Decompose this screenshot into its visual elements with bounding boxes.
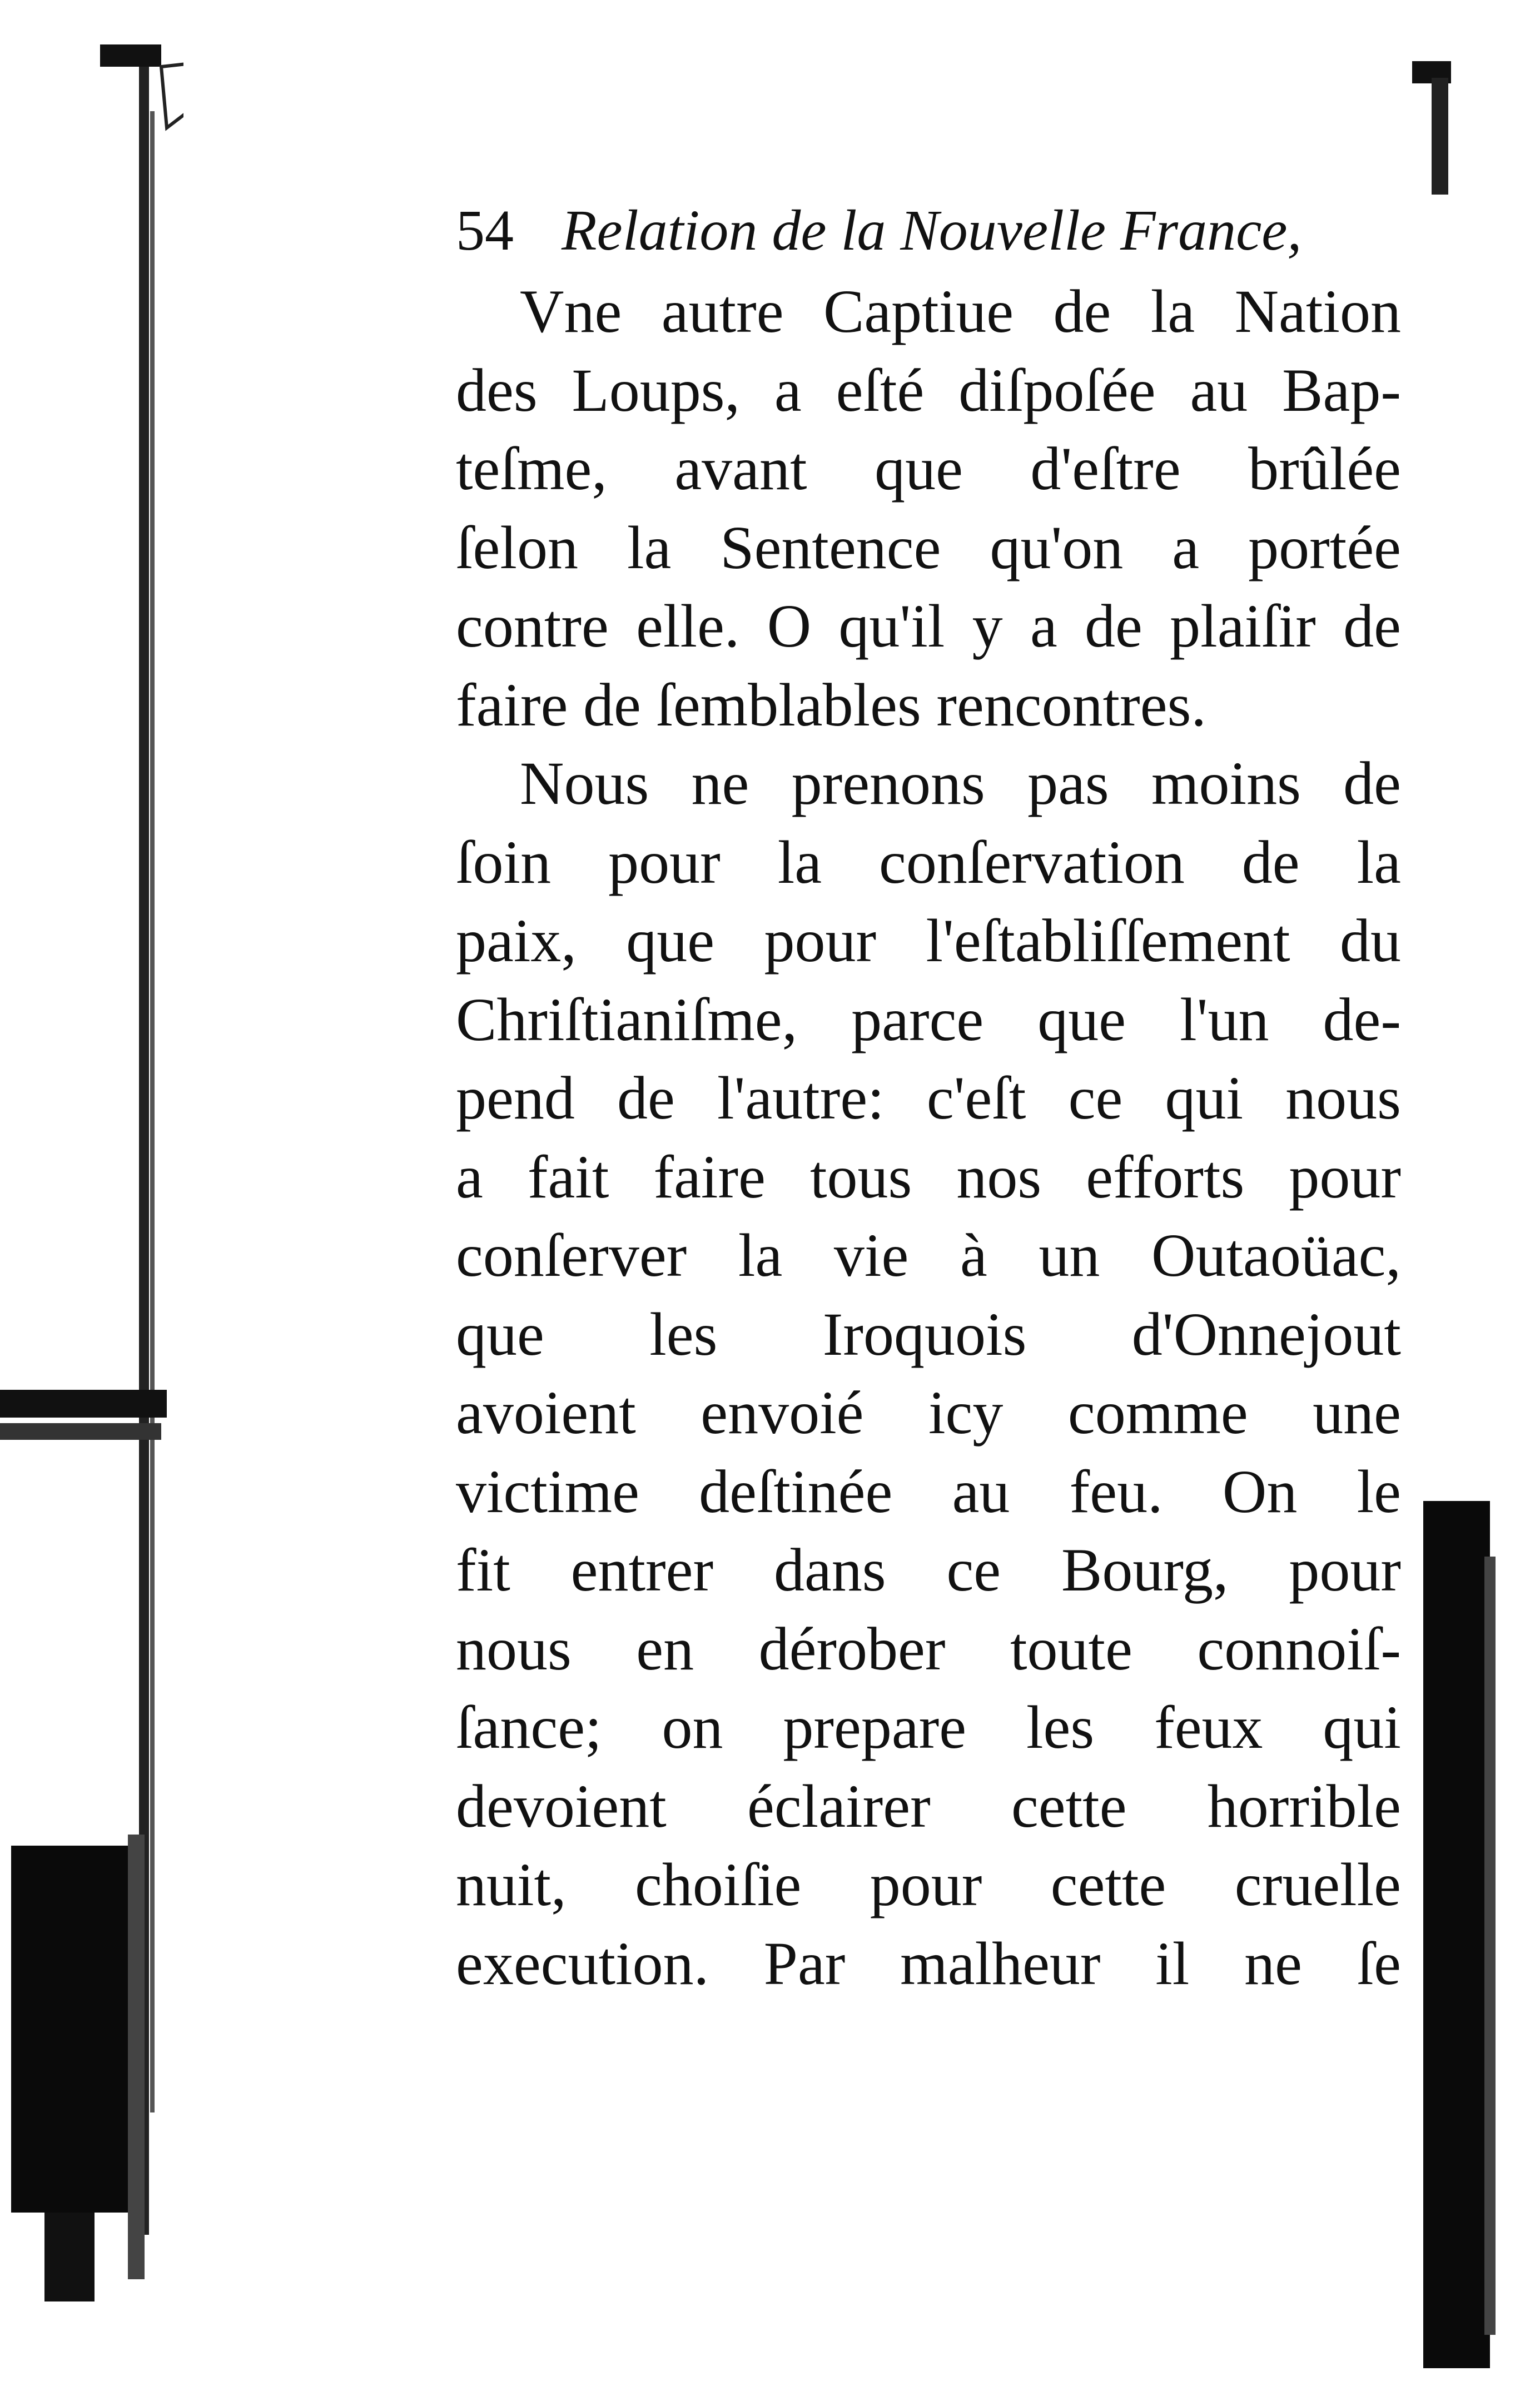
page-edge-shadow [1412, 0, 1540, 2396]
text-line: nous en dérober toute connoiſ- [456, 1614, 1401, 1683]
text-line: Vne autre Captiue de la Nation [520, 277, 1401, 345]
text-line: ſance; on prepare les feux qui [456, 1693, 1401, 1761]
text-line: Nous ne prenons pas moins de [520, 749, 1401, 817]
text-line: execution. Par malheur il ne ſe [456, 1929, 1401, 1997]
text-line: victime deſtinée au feu. On le [456, 1457, 1401, 1525]
binding-gutter-shadow [0, 0, 183, 2396]
book-page [456, 189, 1401, 2003]
text-line: avoient envoié icy comme une [456, 1379, 1401, 1446]
paragraph-2 [456, 744, 1401, 2003]
text-line: Chriſtianiſme, parce que l'un de- [456, 985, 1401, 1053]
body-text [456, 272, 1401, 2003]
text-line: pend de l'autre: c'eſt ce qui nous [456, 1064, 1401, 1132]
text-line: conſerver la vie à un Outaoüac, [456, 1221, 1401, 1289]
text-line: paix, que pour l'eſtabliſſement du [456, 907, 1401, 975]
text-line: nuit, choiſie pour cette cruelle [456, 1851, 1401, 1918]
text-line: devoient éclairer cette horrible [456, 1772, 1401, 1840]
text-line: faire de ſemblables rencontres. [456, 670, 1206, 739]
text-line: teſme, avant que d'eſtre brûlée [456, 435, 1401, 503]
running-head [456, 189, 1401, 272]
text-line: a fait faire tous nos efforts pour [456, 1142, 1401, 1211]
running-title: Relation de la Nouvelle France, [562, 198, 1302, 262]
text-line: contre elle. O qu'il y a de plaiſir de [456, 592, 1401, 660]
text-line: fit entrer dans ce Bourg, pour [456, 1536, 1401, 1604]
text-line: ſoin pour la conſervation de la [456, 828, 1401, 896]
text-line: des Loups, a eſté diſpoſée au Bap- [456, 356, 1401, 424]
text-line: ſelon la Sentence qu'on a portée [456, 513, 1401, 581]
page-number: 54 [456, 198, 514, 262]
paragraph-1 [456, 272, 1401, 744]
text-line: que les Iroquois d'Onnejout [456, 1300, 1401, 1368]
